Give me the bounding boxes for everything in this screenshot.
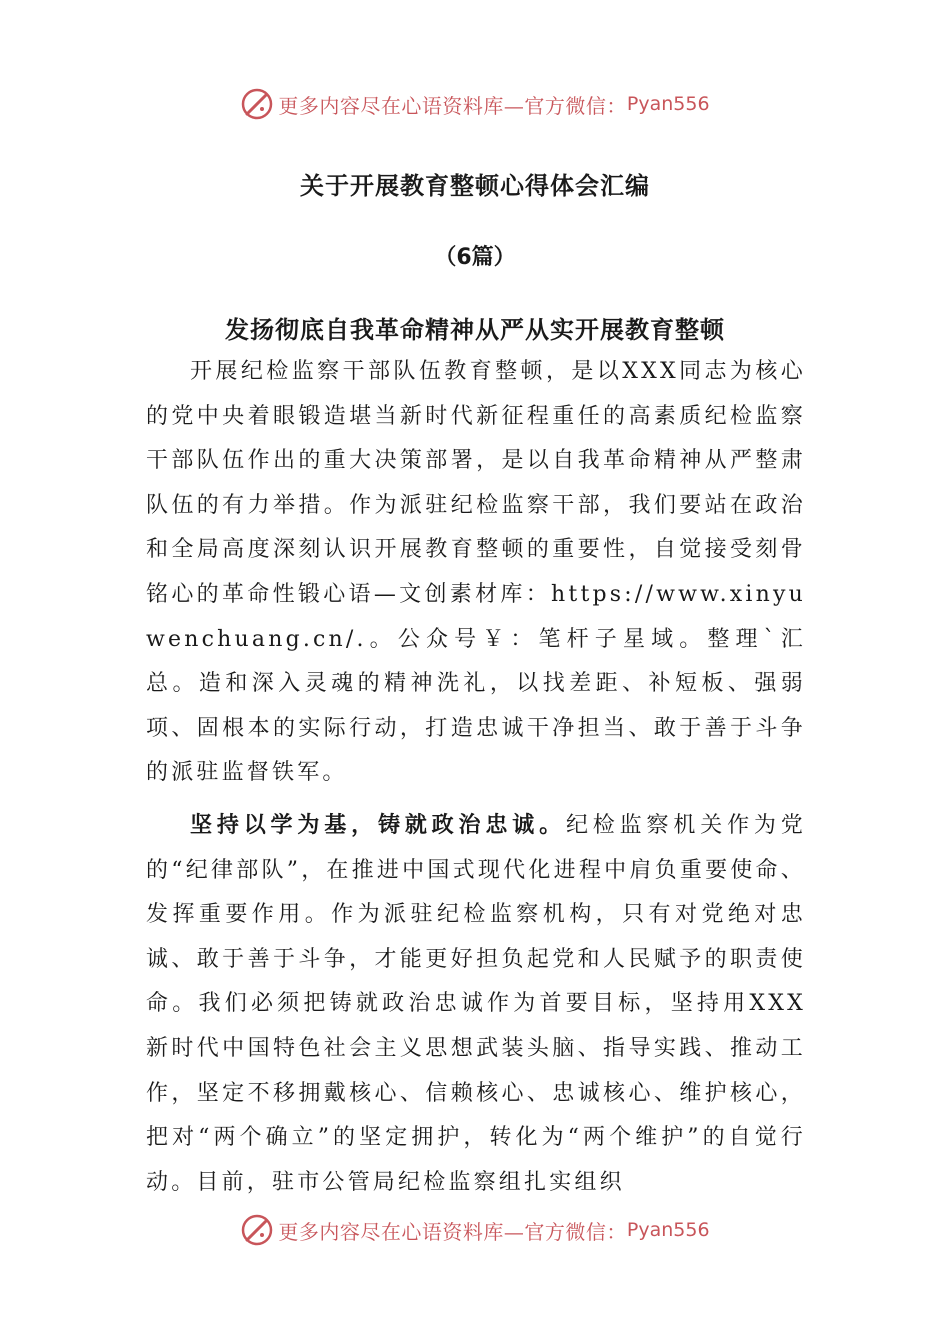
paragraph-2-lead: 坚持以学为基，铸就政治忠诚。 — [190, 812, 566, 838]
banner-text: 更多内容尽在心语资料库—官方微信： — [278, 1219, 627, 1244]
paragraph-1: 开展纪检监察干部队伍教育整顿，是以XXX同志为核心的党中央着眼锻造堪当新时代新征程重任的高素质纪检监察干部队伍作出的重大决策部署，是以自我革命精神从严整肃队伍的有力举措。作为派驻纪检监察干部，我们要站在政治和全局高度深刻认识开展教育整顿的重要性，自觉接受刻骨铭心的革命性锻心语—文创素材库：https://www.xinyuwenchuang.cn/.。公众号￥：笔杆子星域。整理`汇总。造和深入灵魂的精神洗礼，以找差距、补短板、强弱项、固根本的实际行动，打造忠诚干净担当、敢于善于斗争的派驻监督铁军。 — [146, 359, 806, 786]
footer-banner — [0, 1210, 950, 1250]
banner-text: 更多内容尽在心语资料库—官方微信： — [278, 93, 627, 118]
pen-logo-icon — [240, 1213, 274, 1247]
paragraph-2-text: 纪检监察机关作为党的“纪律部队”，在推进中国式现代化进程中肩负重要使命、发挥重要作用。作为派驻纪检监察机构，只有对党绝对忠诚、敢于善于斗争，才能更好担负起党和人民赋予的职责使命。我们必须把铸就政治忠诚作为首要目标，坚持用XXX新时代中国特色社会主义思想武装头脑、指导实践、推动工作，坚定不移拥戴核心、信赖核心、忠诚核心、维护核心，把对“两个确立”的坚定拥护，转化为“两个维护”的自觉行动。目前，驻市公管局纪检监察组扎实组织 — [146, 812, 806, 1195]
section-heading: 发扬彻底自我革命精神从严从实开展教育整顿 — [225, 316, 725, 344]
banner-wechat-id: Pyan556 — [626, 93, 710, 115]
document-subtitle: （6篇） — [434, 245, 516, 270]
banner-wechat-id: Pyan556 — [626, 1219, 710, 1241]
header-banner — [0, 84, 950, 124]
paragraph-2 — [146, 804, 806, 1205]
pen-logo-icon — [240, 87, 274, 121]
document-body — [146, 350, 806, 1213]
document-title: 关于开展教育整顿心得体会汇编 — [300, 172, 650, 200]
